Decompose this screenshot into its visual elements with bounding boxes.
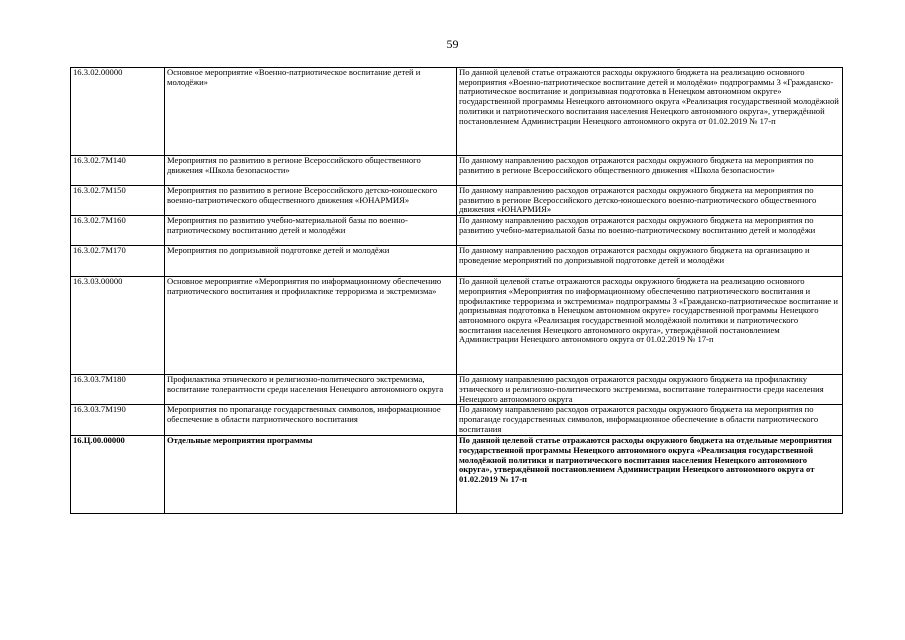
table-row (71, 405, 843, 436)
target-article-name: Отдельные мероприятия программы (165, 436, 457, 514)
target-article-name: Мероприятия по развитию в регионе Всероссийского детско-юношеского военно-патриотического общественного движения «ЮНАРМИЯ» (165, 186, 457, 216)
page-number: 59 (446, 37, 459, 51)
target-article-description: По данной целевой статье отражаются расходы окружного бюджета на отдельные мероприятия государственной программы Ненецкого автономного округа «Реализация государственной молодёжной политики и патриотического воспитания населения Ненецкого автономного округа», утверждённой постановлением Администрации Ненецкого автономного округа от 01.02.2019 № 17-п (457, 436, 843, 514)
target-article-name: Мероприятия по развитию учебно-материальной базы по военно-патриотическому воспитанию детей и молодёжи (165, 216, 457, 246)
target-article-code: 16.3.02.7М150 (71, 186, 165, 216)
budget-classification-table (70, 67, 843, 514)
target-article-code: 16.3.03.7М180 (71, 375, 165, 405)
target-article-name: Основное мероприятие «Военно-патриотическое воспитание детей и молодёжи» (165, 68, 457, 156)
target-article-description: По данному направлению расходов отражаются расходы окружного бюджета на организацию и проведение мероприятий по допризывной подготовке детей и молодёжи (457, 246, 843, 277)
table-row (71, 436, 843, 514)
target-article-description: По данному направлению расходов отражаются расходы окружного бюджета на мероприятия по развитию в регионе Всероссийского общественного движения «Школа безопасности» (457, 156, 843, 186)
table-row (71, 186, 843, 216)
target-article-description: По данной целевой статье отражаются расходы окружного бюджета на реализацию основного мероприятия «Военно-патриотическое воспитание детей и молодёжи» подпрограммы 3 «Гражданско-патриотическое воспитание и допризывная подготовка в Ненецком автономном округе» государственной программы Ненецкого автономного округа «Реализация государственной молодёжной политики и патриотического воспитания населения Ненецкого автономного округа», утверждённой постановлением Администрации Ненецкого автономного округа от 01.02.2019 № 17-п (457, 68, 843, 156)
target-article-name: Основное мероприятие «Мероприятия по информационному обеспечению патриотического воспитания и профилактике терроризма и экстремизма» (165, 277, 457, 375)
target-article-description: По данному направлению расходов отражаются расходы окружного бюджета на мероприятия по развитию в регионе Всероссийского детско-юношеского военно-патриотического общественного движения «ЮНАРМИЯ» (457, 186, 843, 216)
table-row (71, 156, 843, 186)
table-row (71, 375, 843, 405)
table-row (71, 68, 843, 156)
target-article-code: 16.3.02.7М160 (71, 216, 165, 246)
table-row (71, 246, 843, 277)
target-article-code: 16.Ц.00.00000 (71, 436, 165, 514)
table-row (71, 277, 843, 375)
table-row (71, 216, 843, 246)
target-article-code: 16.3.02.00000 (71, 68, 165, 156)
target-article-code: 16.3.02.7М170 (71, 246, 165, 277)
target-article-name: Мероприятия по пропаганде государственных символов, информационное обеспечение в области патриотического воспитания (165, 405, 457, 436)
target-article-description: По данной целевой статье отражаются расходы окружного бюджета на реализацию основного мероприятия «Мероприятия по информационному обеспечению патриотического воспитания и профилактике терроризма и экстремизма» подпрограммы 3 «Гражданско-патриотическое воспитание и допризывная подготовка в Ненецком автономном округе» государственной программы Ненецкого автономного округа «Реализация государственной молодёжной политики и патриотического воспитания населения Ненецкого автономного округа», утверждённой постановлением Администрации Ненецкого автономного округа от 01.02.2019 № 17-п (457, 277, 843, 375)
target-article-name: Мероприятия по допризывной подготовке детей и молодёжи (165, 246, 457, 277)
target-article-code: 16.3.03.00000 (71, 277, 165, 375)
target-article-description: По данному направлению расходов отражаются расходы окружного бюджета на профилактику этнического и религиозно-политического экстремизма, воспитание толерантности среди населения Ненецкого автономного округа (457, 375, 843, 405)
target-article-description: По данному направлению расходов отражаются расходы окружного бюджета на мероприятия по пропаганде государственных символов, информационное обеспечение в области патриотического воспитания (457, 405, 843, 436)
target-article-name: Мероприятия по развитию в регионе Всероссийского общественного движения «Школа безопасности» (165, 156, 457, 186)
target-article-code: 16.3.03.7М190 (71, 405, 165, 436)
target-article-description: По данному направлению расходов отражаются расходы окружного бюджета на мероприятия по развитию учебно-материальной базы по военно-патриотическому воспитанию детей и молодёжи (457, 216, 843, 246)
target-article-code: 16.3.02.7М140 (71, 156, 165, 186)
target-article-name: Профилактика этнического и религиозно-политического экстремизма, воспитание толерантности среди населения Ненецкого автономного округа (165, 375, 457, 405)
